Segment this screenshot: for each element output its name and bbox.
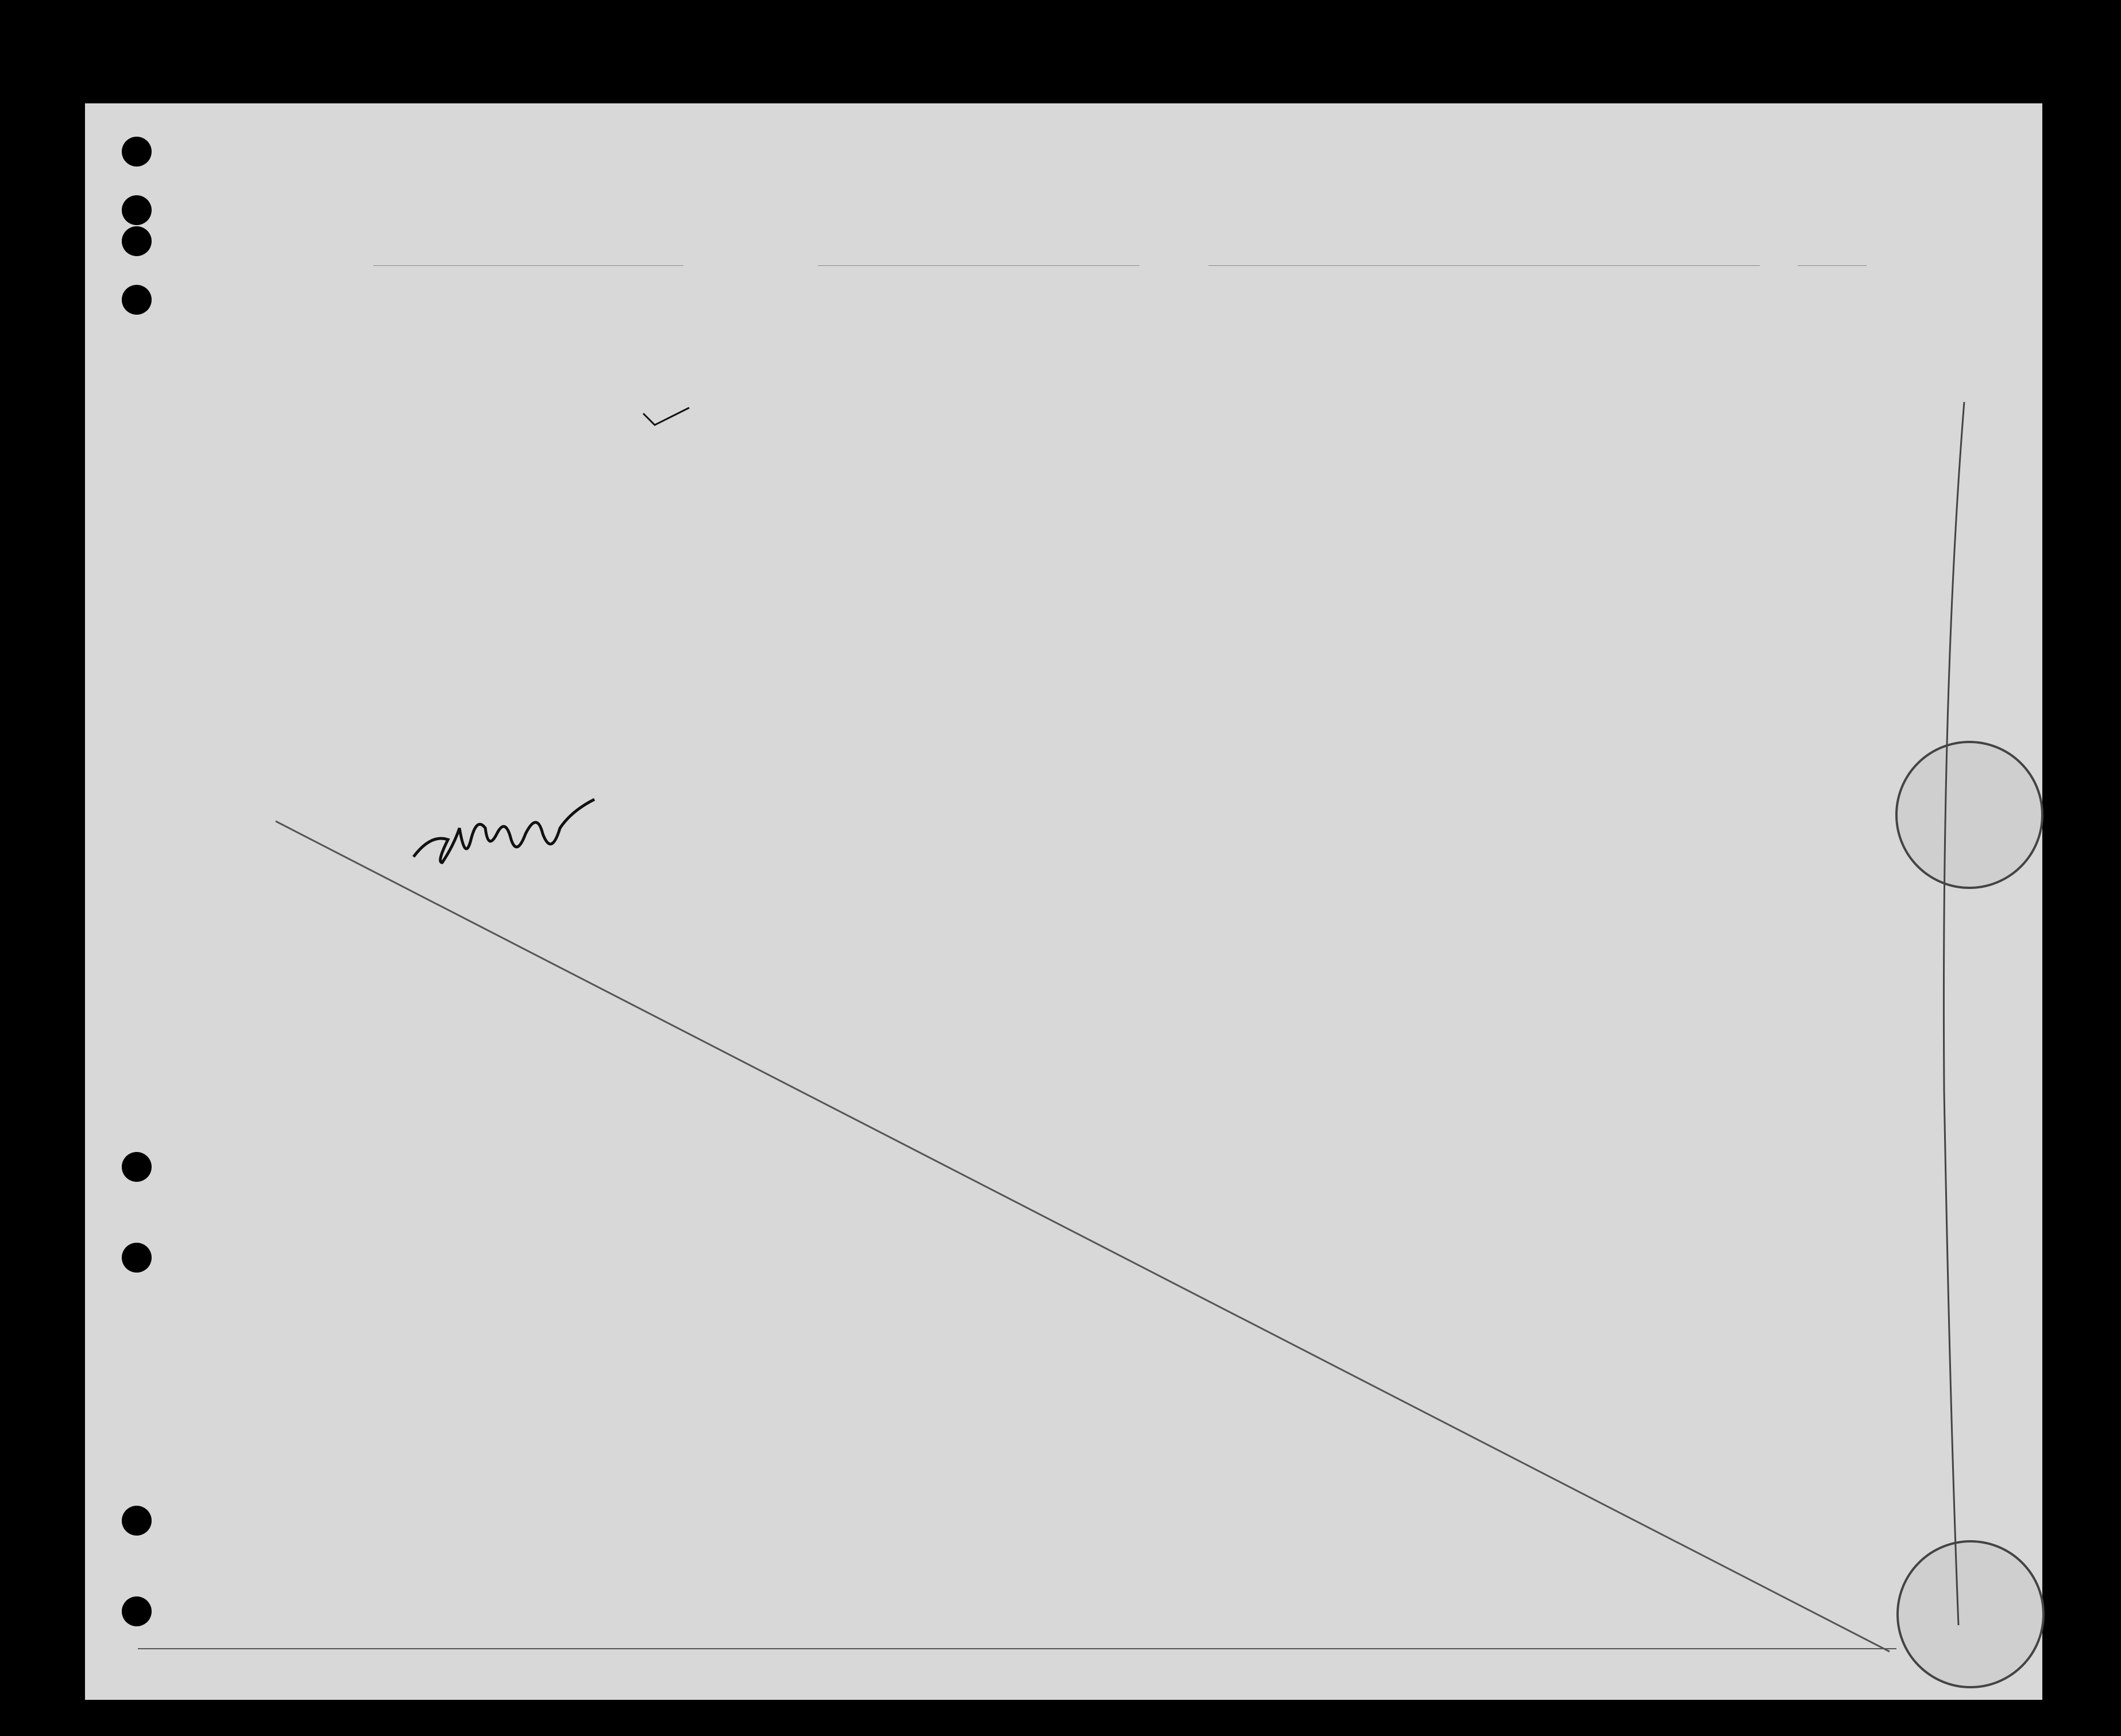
check-mark bbox=[643, 408, 689, 425]
cancellation-line bbox=[276, 821, 1890, 1652]
signature bbox=[414, 799, 594, 863]
edge-arc bbox=[1944, 402, 1964, 1625]
